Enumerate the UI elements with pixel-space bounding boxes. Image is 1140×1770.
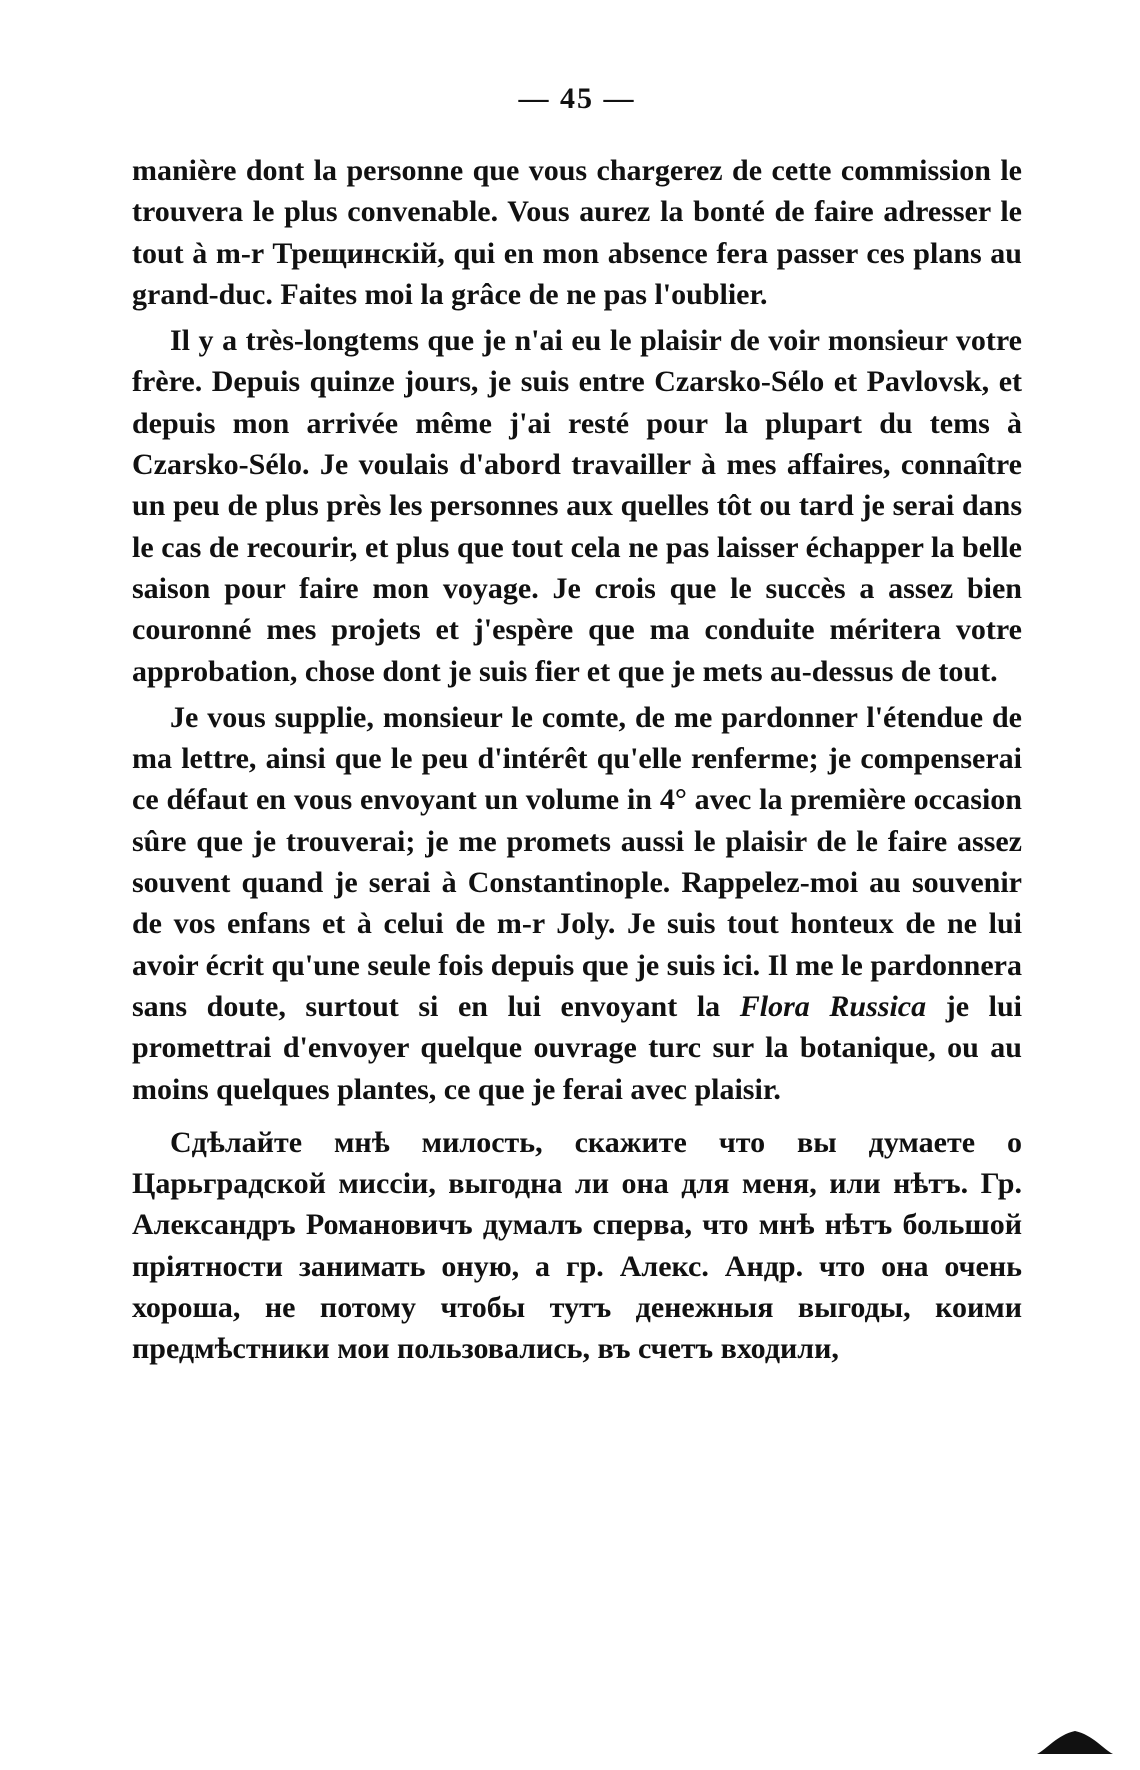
paragraph-4 — [132, 1122, 1022, 1370]
tailpiece-shape — [1037, 1731, 1113, 1754]
paragraph-text: Il y a très-longtems que je n'ai eu le plaisir de voir monsieur votre frère. Depuis quinze jours, je suis entre Czarsko-Sélo et Pavlovsk, et depuis mon arrivée même j'ai resté pour la plupart du tems à Czarsko-Sélo. Je voulais d'abord travailler à mes affaires, connaître un peu de plus près les personnes aux quelles tôt ou tard je serai dans le cas de recourir, et plus que tout cela ne pas laisser échapper la belle saison pour faire mon voyage. Je crois que le succès a assez bien couronné mes projets et j'espère que ma conduite méritera votre approbation, chose dont je suis fier et que je mets au-dessus de tout. — [132, 324, 1022, 688]
paragraph-text: je lui promettrai d'envoyer quelque ouvrage turc sur la botanique, ou au moins quelques plantes, ce que je ferai avec plaisir. — [132, 989, 1022, 1106]
body-text — [132, 150, 1022, 1370]
italic-title: Flora Russica — [739, 989, 927, 1023]
paragraph-text: manière dont la personne que vous chargerez de cette commission le trouvera le plus convenable. Vous aurez la bonté de faire adresser le tout à m-r Трещинскiй, qui en mon absence fera passer ces plans au grand-duc. Faites moi la grâce de ne pas l'oublier. — [132, 154, 1022, 311]
paragraph-2 — [132, 320, 1022, 692]
page-number: — 45 — — [518, 82, 636, 115]
paragraph-text: Je vous supplie, monsieur le comte, de me pardonner l'étendue de ma lettre, ainsi que le peu d'intérêt qu'elle renferme; je compenserai ce défaut en vous envoyant un volume in 4° avec la première occasion sûre que je trouverai; je me promets aussi le plaisir de le faire assez souvent quand je serai à Constantinople. Rappelez-moi au souvenir de vos enfans et à celui de m-r Joly. Je suis tout honteux de ne lui avoir écrit qu'une seule fois depuis que je suis ici. Il me le pardonnera sans doute, surtout si en lui envoyant la — [132, 700, 1022, 1023]
paragraph-1 — [132, 150, 1022, 315]
paragraph-text: Сдѣлайте мнѣ милость, скажите что вы думаете о Царьградской миссiи, выгодна ли она для меня, или нѣтъ. Гр. Александръ Романовичъ думалъ сперва, что мнѣ нѣтъ большой прiятности занимать оную, а гр. Алекс. Андр. что она очень хороша, не потому чтобы тутъ денежныя выгоды, коими предмѣстники мои пользовались, въ счетъ входили, — [132, 1125, 1022, 1366]
book-page — [132, 82, 1022, 1370]
paragraph-3 — [132, 697, 1022, 1110]
tailpiece-ornament-icon — [1035, 1727, 1115, 1755]
